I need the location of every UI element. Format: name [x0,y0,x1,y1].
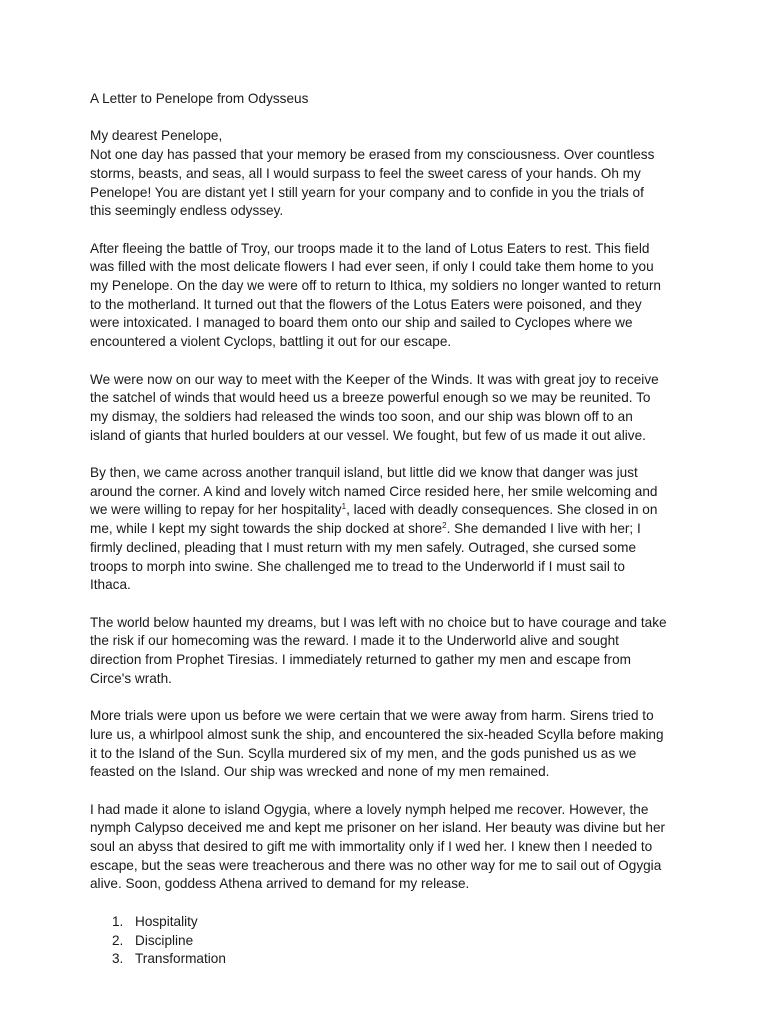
footnote-ref-2: 2 [442,521,447,531]
paragraph-line [90,520,690,539]
letter-title: A Letter to Penelope from Odysseus [90,91,309,106]
paragraph-line: was filled with the most delicate flowers I had ever seen, if only I could take them home to you [90,259,654,275]
footnote-text: Hospitality [135,913,198,929]
paragraph-4 [90,464,690,595]
paragraph-line: By then, we came across another tranquil island, but little did we know that danger was just [90,465,638,480]
paragraph-line: troops to morph into swine. She challenged me to tread to the Underworld if I must sail to [90,558,625,574]
footnote-text: Transformation [135,951,226,967]
paragraph-line: around the corner. A kind and lovely witch named Circe resided here, her smile welcoming and [90,483,658,499]
paragraph-line: my dismay, the soldiers had released the winds too soon, and our ship was blown off to an [90,408,633,424]
paragraph-line: it to the Island of the Sun. Scylla murdered six of my men, and the gods punished us as we [90,745,637,761]
paragraph-6 [90,707,690,782]
paragraph-line: to the motherland. It turned out that the flowers of the Lotus Eaters were poisoned, and they [90,296,642,312]
footnote-ref-1: 1 [341,502,347,512]
paragraph-line: my Penelope. On the day we were off to return to Ithica, my soldiers no longer wanted to return [90,278,661,293]
paragraph-line: island of giants that hurled boulders at our vessel. We fought, but few of us made it out alive. [90,427,646,443]
paragraph-7 [90,801,690,895]
paragraph-line: the risk if our homecoming was the reward. I made it to the Underworld alive and sought [90,633,619,649]
paragraph-line: storms, beasts, and seas, all I would surpass to feel the sweet caress of your hands. Oh my [90,165,641,181]
letter-page [90,90,690,969]
line-text: . She demanded I live with her; I [446,521,641,537]
letter-greeting: My dearest Penelope, [90,128,223,144]
paragraph-line: the satchel of winds that would heed us a breeze powerful enough so we may be reunited. To [90,390,651,406]
paragraph-line: this seemingly endless odyssey. [90,203,284,219]
footnote-item [90,932,690,951]
footnote-number: 1. [112,913,124,929]
line-text: we were willing to repay for her hospitality [90,502,342,518]
paragraph-line: feasted on the Island. Our ship was wrecked and none of my men remained. [90,764,550,780]
paragraph-line: encountered a violent Cyclops, battling it out for our escape. [90,334,452,350]
footnote-number: 3. [112,951,124,967]
paragraph-line: Penelope! You are distant yet I still yearn for your company and to confide in you the trials of [90,184,644,200]
paragraph-line: firmly declined, pleading that I must return with my men safely. Outraged, she cursed some [90,539,637,555]
footnote-list [90,913,690,969]
paragraph-1 [90,146,690,221]
paragraph-line: We were now on our way to meet with the Keeper of the Winds. It was with great joy to receive [90,371,659,387]
paragraph-line: Circe's wrath. [90,670,172,686]
line-text: , laced with deadly consequences. She closed in on [346,502,658,518]
paragraph-line: The world below haunted my dreams, but I was left with no choice but to have courage and take [90,614,667,630]
footnote-text: Discipline [135,932,194,948]
paragraph-line: soul an abyss that desired to gift me with immortality only if I wed her. I knew then I needed to [90,839,653,855]
paragraph-line: I had made it alone to island Ogygia, where a lovely nymph helped me recover. However, the [90,801,649,817]
paragraph-2 [90,240,690,352]
paragraph-line: After fleeing the battle of Troy, our troops made it to the land of Lotus Eaters to rest. This field [90,240,650,256]
paragraph-line: were intoxicated. I managed to board them onto our ship and sailed to Cyclopes where we [90,315,633,331]
paragraph-line: nymph Calypso deceived me and kept me prisoner on her island. Her beauty was divine but her [90,820,666,836]
line-text: me, while I kept my sight towards the ship docked at shore [90,521,443,537]
paragraph-line: More trials were upon us before we were certain that we were away from harm. Sirens tried to [90,708,654,724]
paragraph-line: lure us, a whirlpool almost sunk the ship, and encountered the six-headed Scylla before making [90,726,664,742]
paragraph-line: Not one day has passed that your memory be erased from my consciousness. Over countless [90,147,655,163]
paragraph-line [90,501,690,520]
paragraph-3 [90,371,690,446]
footnote-item [90,913,690,932]
paragraph-line: escape, but the seas were treacherous and there was no other way for me to sail out of Ogygia [90,857,662,873]
paragraph-line: Ithaca. [90,577,131,593]
paragraph-line: alive. Soon, goddess Athena arrived to demand for my release. [90,876,470,892]
paragraph-line: direction from Prophet Tiresias. I immediately returned to gather my men and escape from [90,652,631,668]
footnote-number: 2. [112,932,124,948]
footnote-item [90,950,690,969]
paragraph-5 [90,614,690,689]
